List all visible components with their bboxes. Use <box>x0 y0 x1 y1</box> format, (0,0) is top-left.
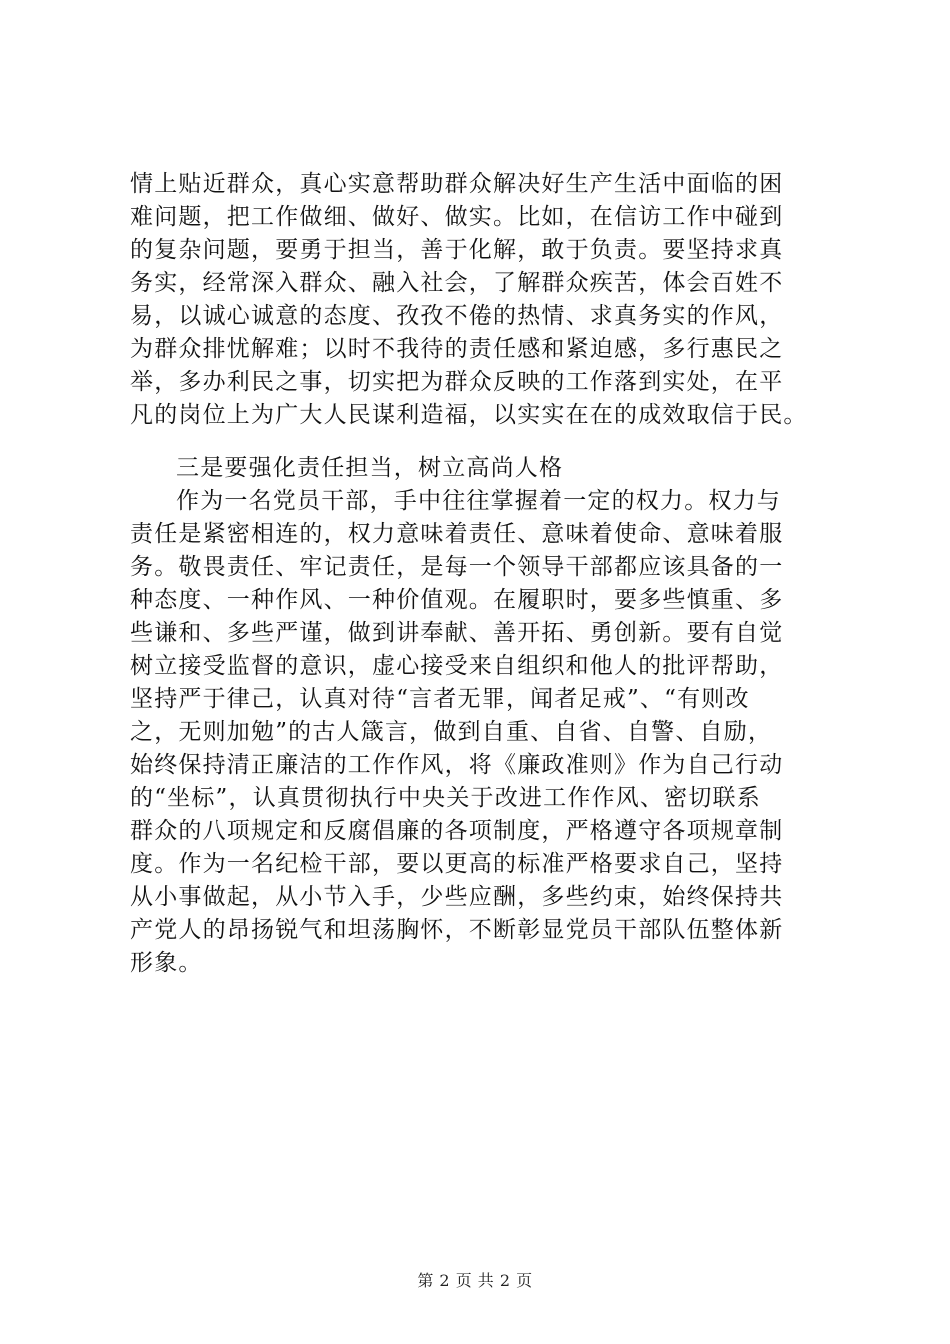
paragraph-line: 的复杂问题，要勇于担当，善于化解，敢于负责。要坚持求真 <box>130 237 784 263</box>
paragraph-line: 坚持严于律己，认真对待“言者无罪，闻者足戒”、“有则改 <box>130 686 750 712</box>
paragraph-line: 为群众排忧解难；以时不我待的责任感和紧迫感，多行惠民之 <box>130 336 784 362</box>
paragraph-1 <box>130 168 825 432</box>
paragraph-line: 产党人的昂扬锐气和坦荡胸怀，不断彰显党员干部队伍整体新 <box>130 917 784 943</box>
paragraph-line: 举，多办利民之事，切实把为群众反映的工作落到实处，在平 <box>130 369 784 395</box>
paragraph-line: 难问题，把工作做细、做好、做实。比如，在信访工作中碰到 <box>130 204 784 230</box>
paragraph-line: 从小事做起，从小节入手，少些应酬，多些约束，始终保持共 <box>130 884 784 910</box>
paragraph-line: 易，以诚心诚意的态度、孜孜不倦的热情、求真务实的作风， <box>130 303 784 329</box>
paragraph-line: 之，无则加勉”的古人箴言，做到自重、自省、自警、自励， <box>130 719 773 745</box>
paragraph-line: 些谦和、多些严谨，做到讲奉献、善开拓、勇创新。要有自觉 <box>130 620 784 646</box>
section-heading: 三是要强化责任担当，树立高尚人格 <box>176 455 564 481</box>
paragraph-line: 凡的岗位上为广大人民谋利造福，以实实在在的成效取信于民。 <box>130 402 808 428</box>
paragraph-line: 形象。 <box>130 950 203 976</box>
paragraph-2 <box>130 485 825 980</box>
paragraph-line: 度。作为一名纪检干部，要以更高的标准严格要求自己，坚持 <box>130 851 784 877</box>
paragraph-line: 始终保持清正廉洁的工作作风，将《廉政准则》作为自己行动 <box>130 752 784 778</box>
paragraph-line: 责任是紧密相连的，权力意味着责任、意味着使命、意味着服 <box>130 521 784 547</box>
paragraph-line: 务。敬畏责任、牢记责任，是每一个领导干部都应该具备的一 <box>130 554 784 580</box>
paragraph-line: 务实，经常深入群众、融入社会，了解群众疾苦，体会百姓不 <box>130 270 784 296</box>
paragraph-line: 树立接受监督的意识，虚心接受来自组织和他人的批评帮助， <box>130 653 784 679</box>
paragraph-line: 的“坐标”，认真贯彻执行中央关于改进工作作风、密切联系 <box>130 785 761 811</box>
paragraph-line: 种态度、一种作风、一种价值观。在履职时，要多些慎重、多 <box>130 587 784 613</box>
paragraph-line: 群众的八项规定和反腐倡廉的各项制度，严格遵守各项规章制 <box>130 818 784 844</box>
section-heading-block <box>130 452 825 485</box>
page-number-indicator: 第 2 页 共 2 页 <box>417 1271 533 1290</box>
page-footer <box>0 1270 950 1292</box>
paragraph-line: 作为一名党员干部，手中往往掌握着一定的权力。权力与 <box>176 488 781 514</box>
paragraph-line: 情上贴近群众，真心实意帮助群众解决好生产生活中面临的困 <box>130 171 784 197</box>
